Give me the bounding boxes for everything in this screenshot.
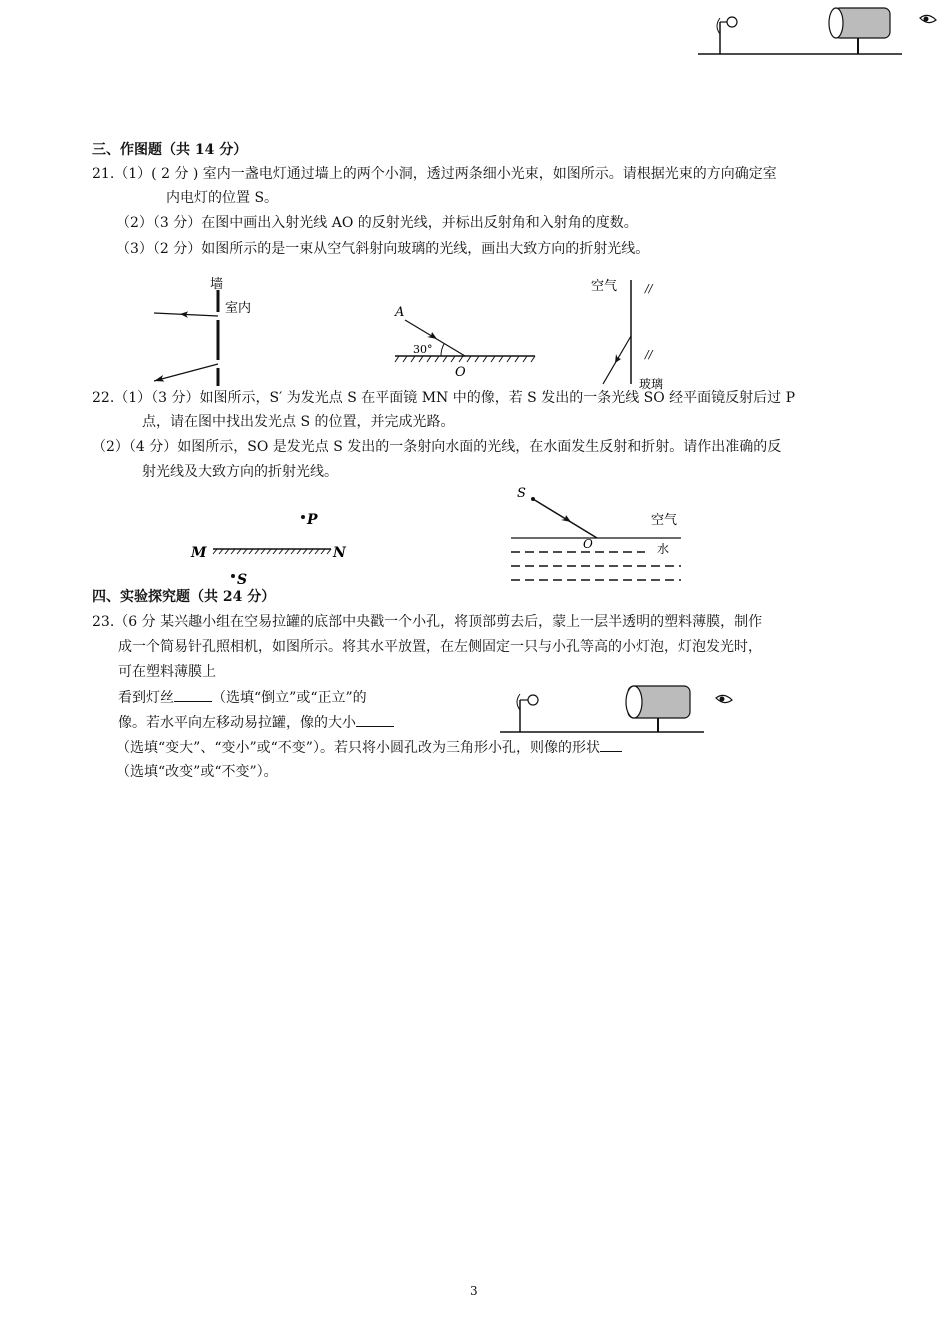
point-M-label: M (191, 545, 207, 561)
q21-line-2: 内电灯的位置 S。 (166, 190, 279, 206)
svg-text://: // (645, 282, 653, 295)
point-S-prime-label: S (237, 572, 248, 588)
fig21-refraction-diagram (585, 272, 675, 392)
glass-label: 玻璃 (639, 377, 664, 391)
fig23-pinhole-camera (494, 676, 754, 738)
q22-line-4: 射光线及大致方向的折射光线。 (142, 464, 338, 480)
q23-line-6 (116, 737, 622, 758)
q23-line-6-text: （选填“变大”、“变小”或“不变”）。若只将小圆孔改为三角形小孔，则像的形状 (116, 740, 600, 756)
fig21-reflection-diagram (385, 300, 545, 385)
q23-line-3: 可在塑料薄膜上 (118, 664, 216, 680)
fig21-wall-diagram (140, 268, 280, 393)
air-label-2: 空气 (651, 513, 678, 528)
page-number: 3 (470, 1284, 478, 1298)
water-label: 水 (657, 542, 670, 556)
q21-part-2: （2）（3 分）在图中画出入射光线 AO 的反射光线，并标出反射角和入射角的度数。 (116, 215, 638, 231)
point-P-label: P (307, 512, 318, 528)
point-O-label: O (455, 365, 466, 380)
q23-line-4 (118, 687, 367, 708)
answer-blank-orientation[interactable] (174, 687, 212, 702)
fig22-water-diagram (505, 482, 695, 582)
q22-line-1: 22.（1）（3 分）如图所示，S′ 为发光点 S 在平面镜 MN 中的像，若 S 发出的一条光线 SO 经平面镜反射后过 P (92, 390, 796, 406)
point-N-label: N (333, 545, 346, 561)
indoor-label: 室内 (225, 301, 252, 316)
q21-part-3: （3）（2 分）如图所示的是一束从空气斜射向玻璃的光线，画出大致方向的折射光线。 (116, 241, 650, 257)
q23-line-5-text: 像。若水平向左移动易拉罐，像的大小 (118, 715, 356, 731)
q23-line-7: （选填“改变”或“不变”）。 (116, 764, 278, 780)
point-S-label: S (517, 486, 526, 501)
q23-line-2: 成一个简易针孔照相机，如图所示。将其水平放置，在左侧固定一只与小孔等高的小灯泡，灯泡发光时， (118, 639, 762, 655)
section-4-title: 四、实验探究题（共 24 分） (92, 589, 276, 605)
point-O-label-2: O (583, 537, 593, 551)
q23-line-4-text-b: （选填“倒立”或“正立”的 (212, 690, 367, 706)
header-pinhole-figure (690, 0, 950, 60)
section-3-title: 三、作图题（共 14 分） (92, 142, 248, 158)
air-label: 空气 (591, 279, 618, 294)
q22-line-3: （2）（4 分）如图所示，SO 是发光点 S 发出的一条射向水面的光线，在水面发生反射和折射。请作出准确的反 (92, 439, 782, 455)
q23-line-4-text-a: 看到灯丝 (118, 690, 174, 706)
answer-blank-shape[interactable] (600, 737, 622, 752)
answer-blank-size[interactable] (356, 712, 394, 727)
angle-label: 30° (413, 343, 433, 356)
q21-line-1: 21.（1）( 2 分 ) 室内一盏电灯通过墙上的两个小洞，透过两条细小光束，如图所示。请根据光束的方向确定室 (92, 166, 777, 182)
q23-line-1: 23.（6 分 某兴趣小组在空易拉罐的底部中央戳一个小孔，将顶部剪去后，蒙上一层半透明的塑料薄膜，制作 (92, 614, 763, 630)
point-A-label: A (395, 305, 405, 320)
fig22-mirror-diagram (185, 505, 365, 590)
svg-text://: // (645, 348, 653, 361)
q22-line-2: 点，请在图中找出发光点 S 的位置，并完成光路。 (142, 414, 455, 430)
wall-label: 墙 (210, 277, 224, 292)
q23-line-5 (118, 712, 394, 733)
